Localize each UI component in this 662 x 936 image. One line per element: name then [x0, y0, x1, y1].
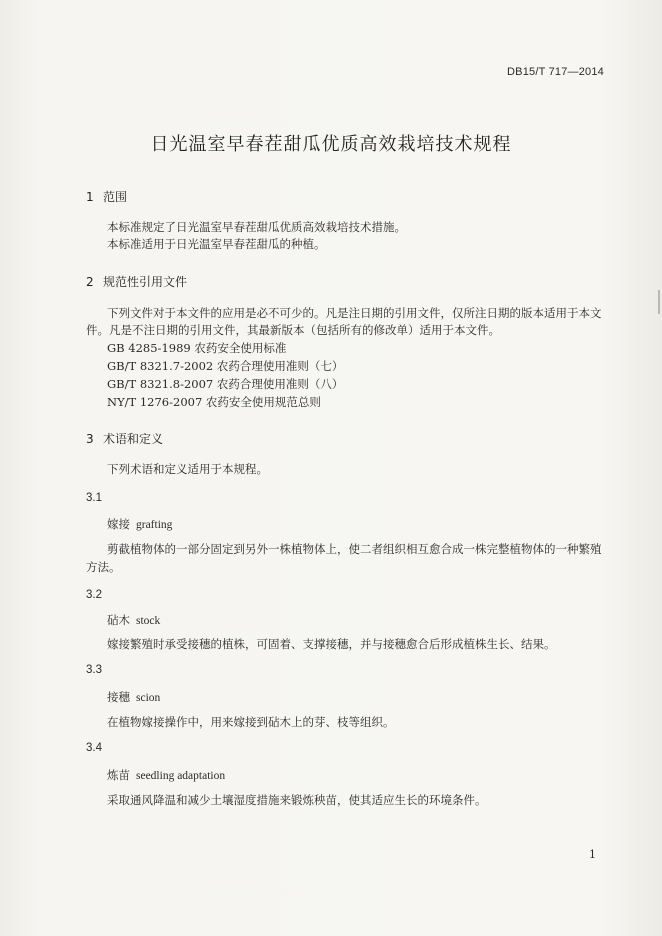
paragraph: 件。凡是不注日期的引用文件，其最新版本（包括所有的修改单）适用于本文件。 [86, 323, 500, 337]
paragraph: 下列术语和定义适用于本规程。 [107, 462, 268, 476]
reference-item: GB 4285-1989 农药安全使用标准 [107, 341, 287, 355]
term-number: 3.4 [86, 742, 102, 754]
term-definition: 采取通风降温和减少土壤湿度措施来锻炼秧苗，使其适应生长的环境条件。 [107, 793, 487, 807]
term-entry [107, 689, 160, 705]
term-entry [107, 612, 160, 628]
section-number: 2 [86, 275, 94, 289]
page-number: 1 [589, 848, 596, 861]
section-title: 范围 [103, 190, 128, 204]
term-en: seedling adaptation [136, 770, 226, 782]
paragraph: 本标准规定了日光温室早春茬甜瓜优质高效栽培技术措施。 [107, 220, 406, 234]
section-3-heading [86, 430, 163, 447]
term-entry [107, 767, 225, 783]
term-definition: 在植物嫁接操作中，用来嫁接到砧木上的芽、枝等组织。 [107, 715, 395, 729]
term-number: 3.3 [86, 664, 102, 676]
term-en: scion [136, 692, 161, 704]
section-number: 3 [86, 432, 94, 446]
reference-item: GB/T 8321.7-2002 农药合理使用准则（七） [107, 359, 344, 373]
reference-item: GB/T 8321.8-2007 农药合理使用准则（八） [107, 377, 344, 391]
section-title: 规范性引用文件 [103, 275, 188, 289]
term-definition: 方法。 [86, 560, 121, 574]
term-definition: 嫁接繁殖时承受接穗的植株，可固着、支撑接穗，并与接穗愈合后形成植株生长、结果。 [107, 637, 556, 651]
term-zh: 炼苗 [107, 768, 130, 782]
reference-item: NY/T 1276-2007 农药安全使用规范总则 [107, 395, 321, 409]
term-entry [107, 516, 172, 532]
term-zh: 嫁接 [107, 517, 130, 531]
term-definition: 剪截植物体的一部分固定到另外一株植物体上，使二者组织相互愈合成一株完整植物体的一种繁殖 [107, 542, 602, 556]
term-zh: 砧木 [107, 613, 130, 627]
section-title: 术语和定义 [103, 432, 164, 446]
term-en: stock [136, 615, 161, 627]
section-2-heading [86, 273, 187, 290]
standard-code: DB15/T 717—2014 [507, 66, 604, 78]
page-title: 日光温室早春茬甜瓜优质高效栽培技术规程 [150, 134, 512, 155]
term-number: 3.2 [86, 589, 102, 601]
section-number: 1 [86, 190, 94, 204]
paragraph: 下列文件对于本文件的应用是必不可少的。凡是注日期的引用文件，仅所注日期的版本适用于本文 [107, 306, 602, 320]
term-zh: 接穗 [107, 690, 130, 704]
term-en: grafting [136, 519, 173, 531]
scan-edge-mark [658, 290, 660, 314]
section-1-heading [86, 188, 127, 205]
term-number: 3.1 [86, 492, 102, 504]
paragraph: 本标准适用于日光温室早春茬甜瓜的种植。 [107, 237, 326, 251]
